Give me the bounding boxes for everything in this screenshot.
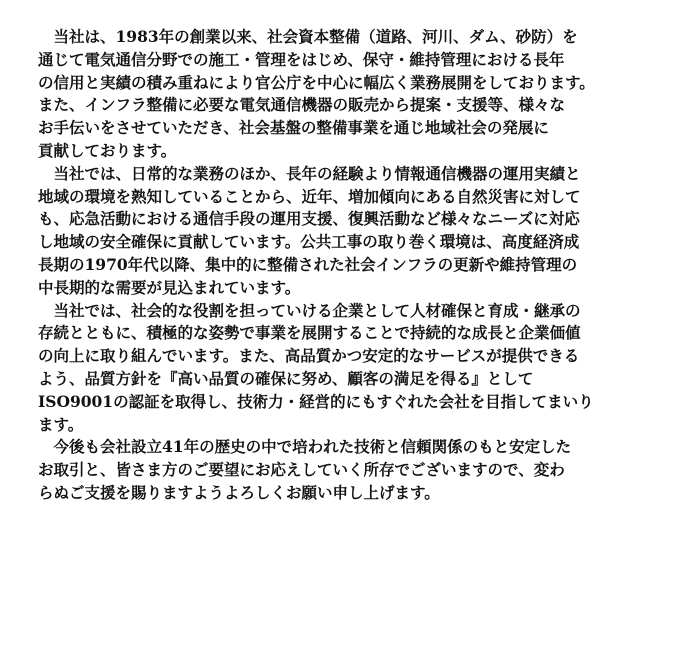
company-message-body bbox=[38, 26, 650, 505]
text-line: 当社では、日常的な業務のほか、長年の経験より情報通信機器の運用実績と bbox=[38, 163, 581, 183]
text-line: 当社は、1983年の創業以来、社会資本整備（道路、河川、ダム、砂防）を bbox=[38, 27, 578, 46]
text-line: よう、品質方針を『高い品質の確保に努め、顧客の満足を得る』として bbox=[38, 368, 534, 388]
text-line: の信用と実績の積み重ねにより官公庁を中心に幅広く業務展開をしております。 bbox=[38, 72, 595, 92]
text-line: また、インフラ整備に必要な電気通信機器の販売から提案・支援等、様々な bbox=[38, 95, 566, 115]
text-line: 今後も会社設立41年の歴史の中で培われた技術と信頼関係のもと安定した bbox=[38, 437, 572, 457]
text-line: し地域の安全確保に貢献しています。公共工事の取り巻く環境は、高度経済成 bbox=[38, 232, 580, 252]
paragraph-quality-policy bbox=[38, 300, 650, 437]
paragraph-founding bbox=[38, 26, 650, 163]
text-line: らぬご支援を賜りますようよろしくお願い申し上げます。 bbox=[38, 482, 440, 502]
text-line: ます。 bbox=[38, 414, 84, 434]
text-line: 通じて電気通信分野での施工・管理をはじめ、保守・維持管理における長年 bbox=[38, 49, 565, 69]
text-line: 長期の1970年代以降、集中的に整備された社会インフラの更新や維持管理の bbox=[38, 254, 578, 274]
text-line: お手伝いをさせていただき、社会基盤の整備事業を通じ地域社会の発展に bbox=[38, 118, 549, 138]
text-line: の向上に取り組んでいます。また、高品質かつ安定的なサービスが提供できる bbox=[38, 346, 580, 366]
text-line: 地域の環境を熟知していることから、近年、増加傾向にある自然災害に対して bbox=[38, 186, 581, 206]
text-line: ISO9001の認証を取得し、技術力・経営的にもすぐれた会社を目指してまいり bbox=[38, 391, 594, 411]
text-line: 貢献しております。 bbox=[38, 140, 177, 160]
text-line: も、応急活動における通信手段の運用支援、復興活動など様々なニーズに対応 bbox=[38, 209, 580, 229]
text-line: 当社では、社会的な役割を担っていける企業として人材確保と育成・継承の bbox=[38, 300, 581, 320]
text-line: 中長期的な需要が見込まれています。 bbox=[38, 277, 301, 297]
text-line: 存続とともに、積極的な姿勢で事業を展開することで持続的な成長と企業価値 bbox=[38, 323, 581, 343]
paragraph-closing bbox=[38, 436, 650, 504]
paragraph-disaster-support bbox=[38, 163, 650, 300]
text-line: お取引と、皆さま方のご要望にお応えしていく所存でございますので、変わ bbox=[38, 460, 565, 480]
